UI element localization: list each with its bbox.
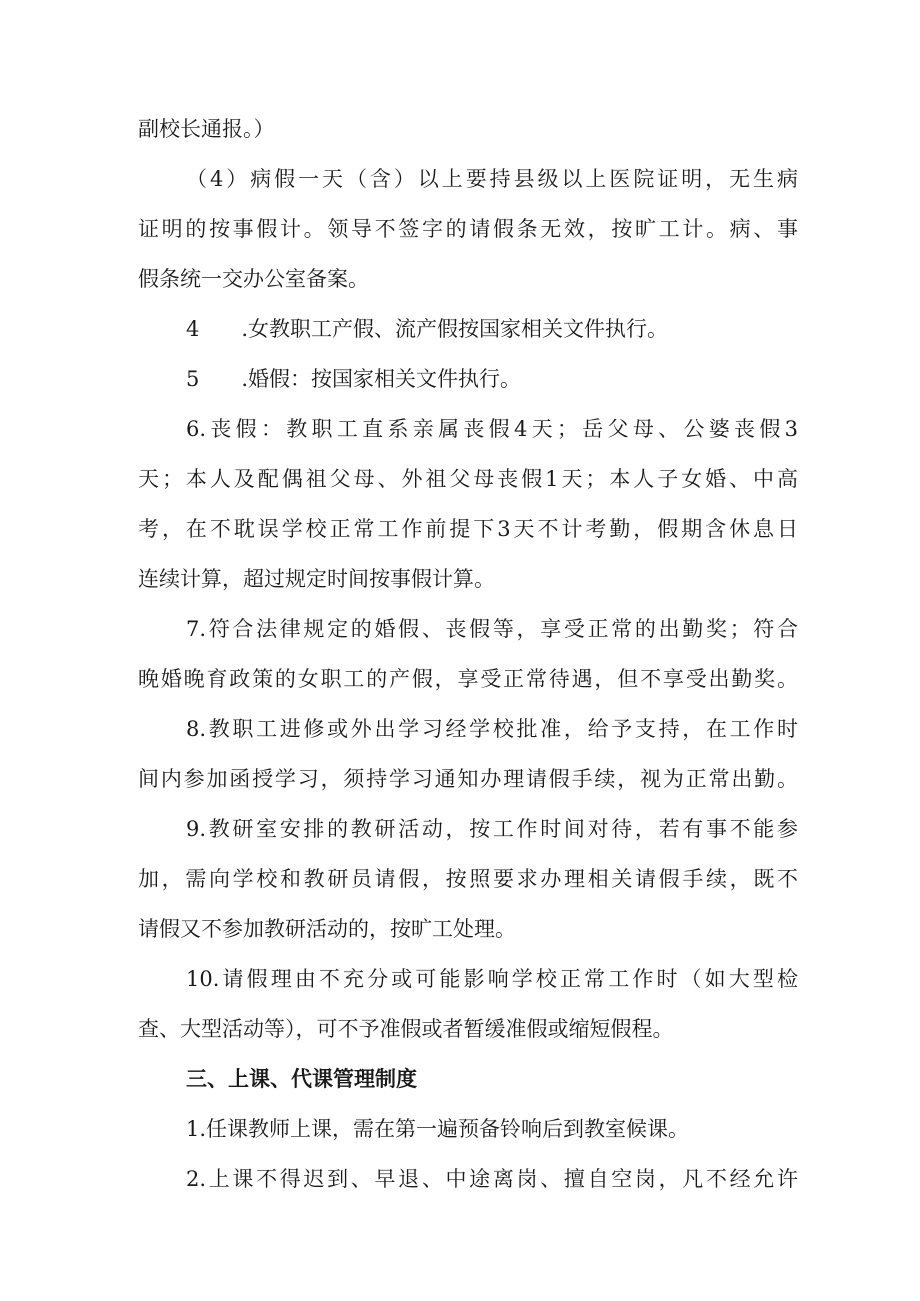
paragraph-line: 10.请假理由不充分或可能影响学校正常工作时（如大型检 [186,967,798,991]
paragraph-line: 晚婚晚育政策的女职工的产假，享受正常待遇，但不享受出勤奖。 [138,667,798,691]
paragraph-line: 加，需向学校和教研员请假，按照要求办理相关请假手续，既不 [138,867,798,891]
paragraph-line: 证明的按事假计。领导不签字的请假条无效，按旷工计。病、事 [138,217,798,241]
paragraph-line: 8.教职工进修或外出学习经学校批准，给予支持，在工作时 [186,717,798,741]
paragraph-line: 考，在不耽误学校正常工作前提下3天不计考勤，假期含休息日 [138,517,798,541]
paragraph-line: 假条统一交办公室备案。 [138,267,369,291]
paragraph-line: 间内参加函授学习，须持学习通知办理请假手续，视为正常出勤。 [138,767,798,791]
paragraph-line: （4）病假一天（含）以上要持县级以上医院证明，无生病 [186,167,798,191]
paragraph-line: 7.符合法律规定的婚假、丧假等，享受正常的出勤奖；符合 [186,617,798,641]
section-heading: 三、上课、代课管理制度 [186,1067,417,1091]
paragraph-line: 天；本人及配偶祖父母、外祖父母丧假1天；本人子女婚、中高 [138,467,798,491]
paragraph-line: 副校长通报。） [138,117,275,141]
paragraph-line: 请假又不参加教研活动的，按旷工处理。 [138,917,516,941]
paragraph-line: 5 .婚假：按国家相关文件执行。 [186,367,522,391]
paragraph-line: 2.上课不得迟到、早退、中途离岗、擅自空岗，凡不经允许 [186,1167,798,1191]
paragraph-line: 4 .女教职工产假、流产假按国家相关文件执行。 [186,317,669,341]
paragraph-line: 连续计算，超过规定时间按事假计算。 [138,567,495,591]
paragraph-line: 查、大型活动等），可不予准假或者暂缓准假或缩短假程。 [138,1017,674,1041]
paragraph-line: 9.教研室安排的教研活动，按工作时间对待，若有事不能参 [186,817,798,841]
paragraph-line: 1.任课教师上课，需在第一遍预备铃响后到教室候课。 [186,1117,690,1141]
paragraph-line: 6.丧假：教职工直系亲属丧假4天；岳父母、公婆丧假3 [186,417,798,441]
